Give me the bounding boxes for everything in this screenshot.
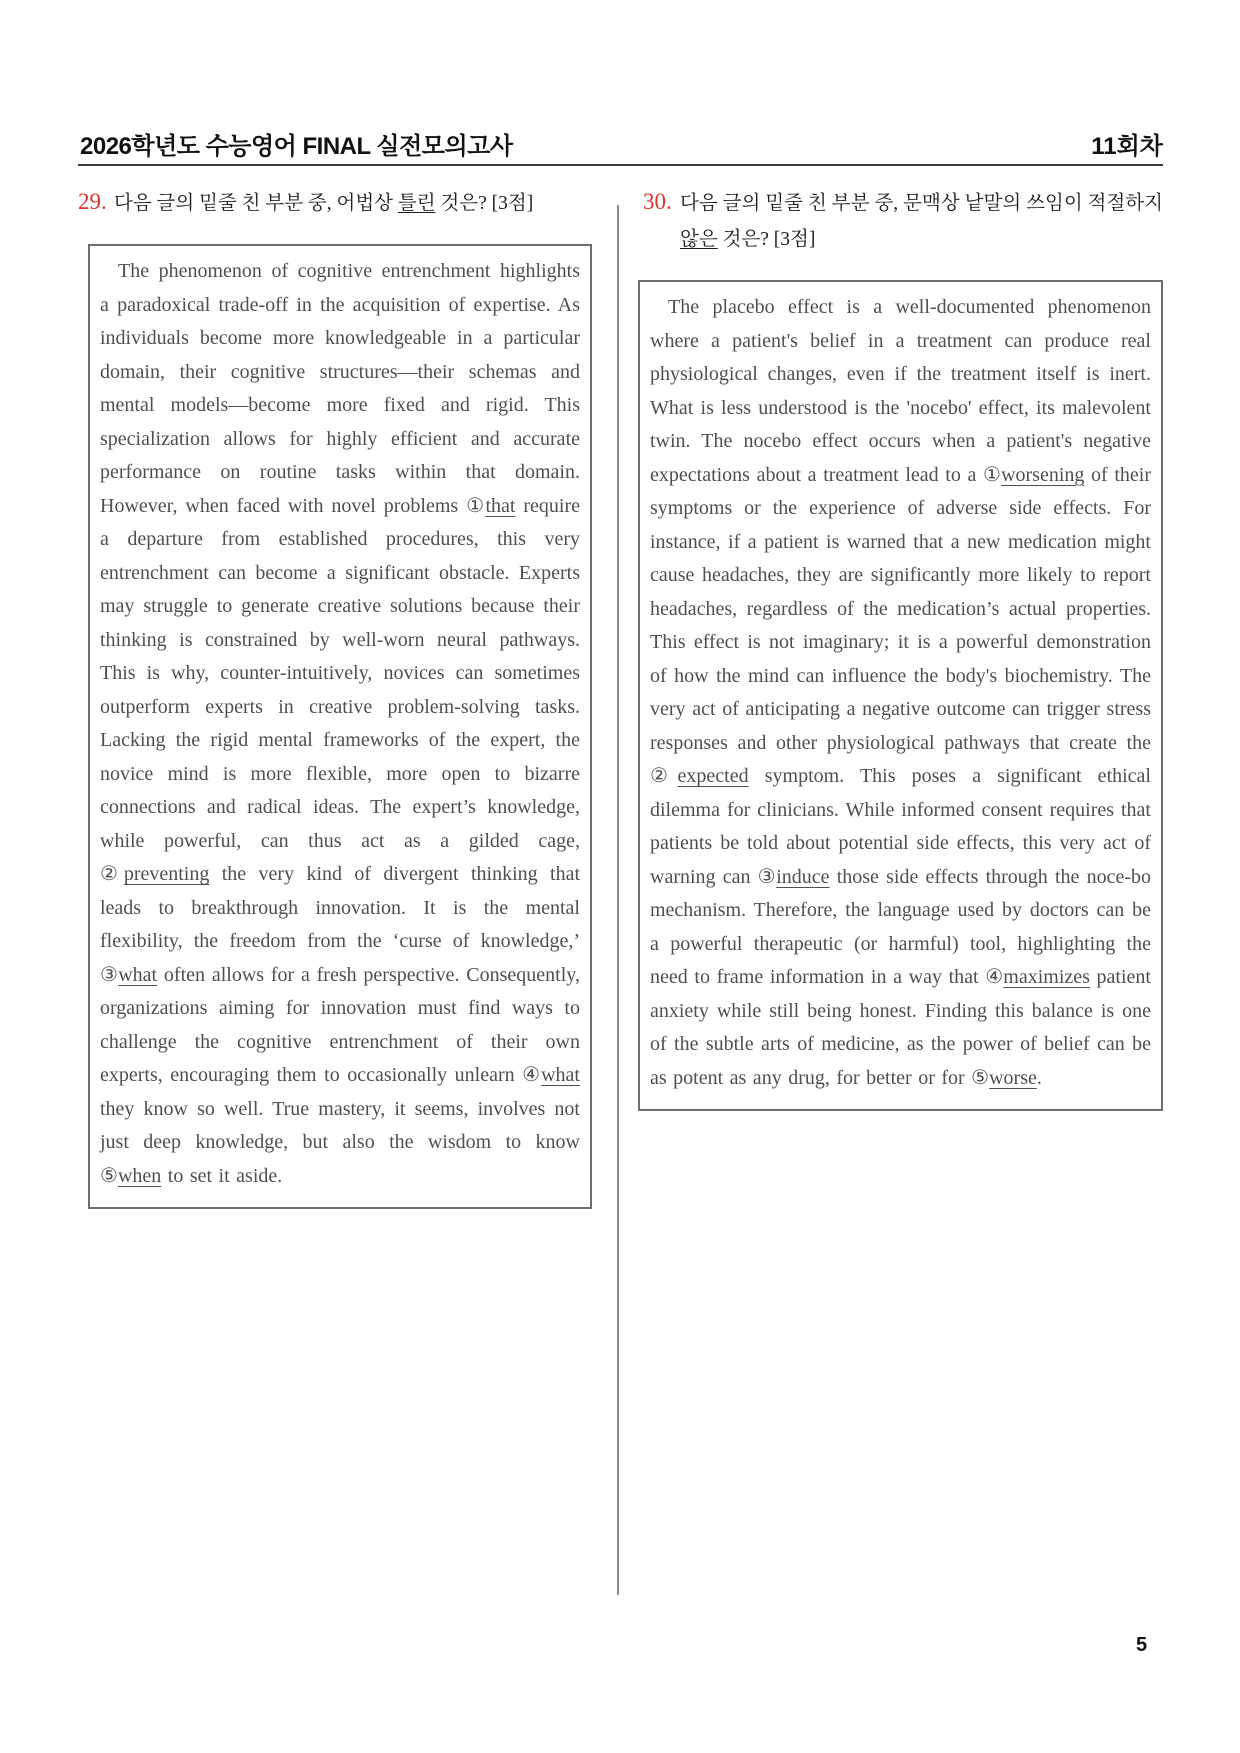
- underlined-word: preventing: [123, 863, 210, 885]
- text-run: 다음 글의 밑줄 친 부분 중, 문맥상 낱말의 쓰임이 적절하지: [680, 193, 1163, 214]
- underlined-word: 않은: [680, 229, 718, 250]
- column-divider: [617, 205, 619, 1595]
- question-29-header: [78, 186, 592, 222]
- page-number: 5: [1136, 1634, 1148, 1656]
- text-run: of their symptoms or the experience of adverse side effects. For instance, if a patient is warned that a new medication might cause headaches, they are significantly more likely to report headaches, regardless of the medication’s actual properties. This effect is not imaginary; it is a powerful demonstration of how the mind can influence the body's biochemistry. The very act of anticipating a negative outcome can trigger stress responses and other physiological pathways that create the ②: [650, 463, 1151, 787]
- header-rule: [78, 164, 1163, 166]
- underlined-word: expected: [677, 765, 749, 787]
- question-29-block: [78, 186, 592, 1209]
- question-29-passage-text: [100, 255, 580, 1193]
- underlined-word: what: [541, 1064, 580, 1086]
- text-run: often allows for a fresh perspective. Consequently, organizations aiming for innovation must find ways to challenge the cognitive entrenchment of their own experts, encouraging them to occasionally unlearn ④: [100, 963, 580, 1086]
- underlined-word: worsening: [1001, 463, 1085, 486]
- underlined-word: worse: [989, 1066, 1037, 1089]
- underlined-word: maximizes: [1003, 966, 1090, 988]
- text-run: 것은? [3점]: [435, 193, 534, 214]
- text-run: 것은? [3점]: [717, 229, 816, 250]
- underlined-word: what: [118, 963, 158, 986]
- underlined-word: induce: [776, 865, 830, 888]
- question-30-prompt: [680, 193, 1163, 250]
- question-30-passage-text: [650, 291, 1151, 1095]
- question-30-passage-box: [638, 280, 1163, 1111]
- question-30-number: 30.: [643, 189, 672, 214]
- text-run: 다음 글의 밑줄 친 부분 중, 어법상: [114, 193, 398, 214]
- exam-round-badge: 11회차: [1091, 133, 1163, 160]
- text-run: The placebo effect is a well-documented phenomenon where a patient's belief in a treatment can produce real physiological changes, even if the treatment itself is inert. What is less understood is the 'nocebo' effect, its malevolent twin. The nocebo effect occurs when a patient's negative expectations about a treatment lead to a ①: [650, 296, 1151, 486]
- question-30-header: [638, 186, 1163, 258]
- text-run: symptom. This poses a significant ethical dilemma for clinicians. While informed consent requires that patients be told about potential side effects, this very act of warning can ③: [650, 765, 1151, 888]
- text-run: .: [1036, 1066, 1042, 1089]
- text-run: patient anxiety while still being honest. Finding this balance is one of the subtle arts of medicine, as the power of belief can be as potent as any drug, for better or for ⑤: [650, 966, 1151, 1089]
- question-29-number: 29.: [78, 189, 107, 214]
- text-run: to set it aside.: [161, 1164, 283, 1187]
- underlined-word: that: [485, 494, 516, 517]
- question-30-block: [638, 186, 1163, 1111]
- underlined-word: 틀린: [397, 193, 436, 214]
- text-run: those side effects through the noce-bo mechanism. Therefore, the language used by doctors can be a powerful therapeutic (or harmful) tool, highlighting the need to frame information in a way that ④: [650, 865, 1151, 988]
- underlined-word: when: [117, 1164, 162, 1187]
- text-run: The phenomenon of cognitive entrenchment highlights a paradoxical trade-off in the acquisition of expertise. As individuals become more knowledgeable in a particular domain, their cognitive structures—their schemas and mental models—become more fixed and rigid. This specialization allows for highly efficient and accurate performance on routine tasks within that domain. However, when faced with novel problems ①: [100, 260, 580, 517]
- exam-title: 2026학년도 수능영어 FINAL 실전모의고사: [80, 133, 513, 160]
- text-run: the very kind of divergent thinking that leads to breakthrough innovation. It is the mental flexibility, the freedom from the ‘curse of knowledge,’ ③: [100, 863, 580, 986]
- text-run: they know so well. True mastery, it seems, involves not just deep knowledge, but also the wisdom to know ⑤: [100, 1097, 580, 1187]
- question-29-passage-box: [88, 244, 592, 1209]
- text-run: require a departure from established procedures, this very entrenchment can become a significant obstacle. Experts may struggle to generate creative solutions because their thinking is constrained by well-worn neural pathways. This is why, counter-intuitively, novices can sometimes outperform experts in creative problem-solving tasks. Lacking the rigid mental frameworks of the expert, the novice mind is more flexible, more open to bizarre connections and radical ideas. The expert’s knowledge, while powerful, can thus act as a gilded cage, ②: [100, 494, 580, 885]
- question-29-prompt: [114, 193, 533, 214]
